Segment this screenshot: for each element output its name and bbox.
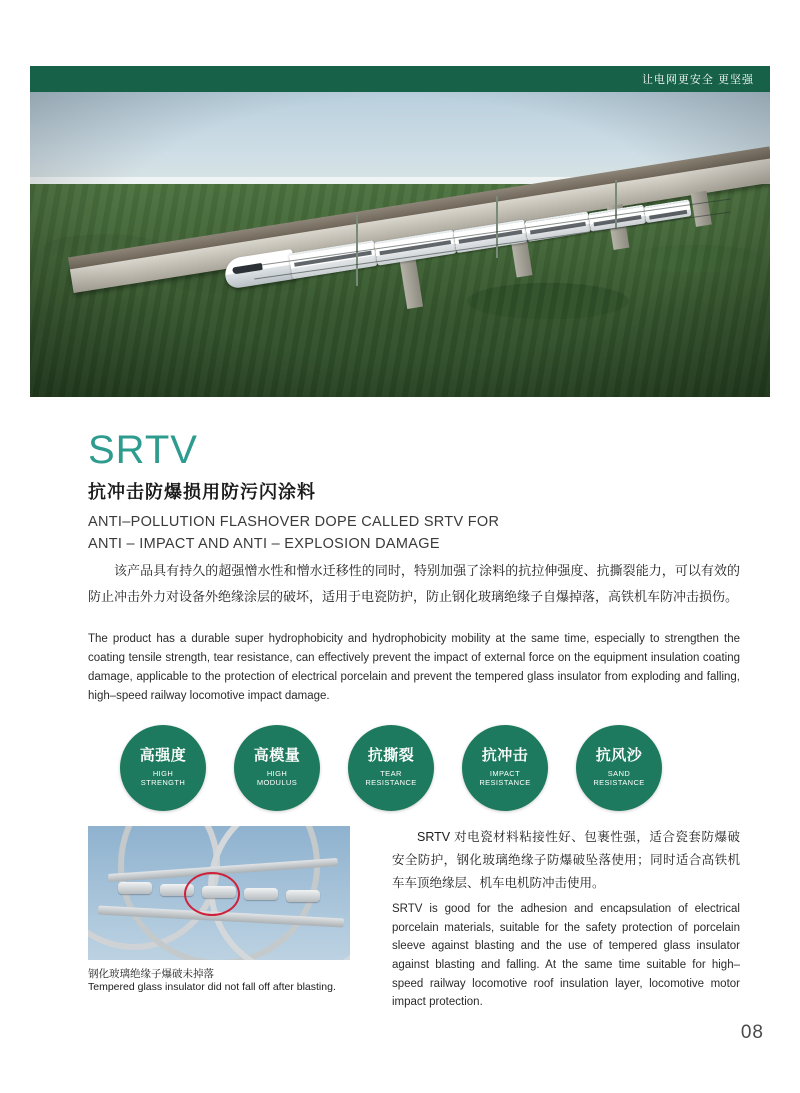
photo-caption-chinese: 钢化玻璃绝缘子爆破未掉落 [88,968,214,980]
feature-label-en-line2: STRENGTH [140,778,186,788]
insulator-disc [118,882,152,894]
feature-label-en-line2: RESISTANCE [593,778,645,788]
page-subtitle-english-line1: ANTI–POLLUTION FLASHOVER DOPE CALLED SRTV FOR [88,514,500,530]
feature-label-cn: 高强度 [139,747,187,765]
feature-badge-tear-resistance [348,725,434,811]
feature-label-en [365,769,416,788]
application-paragraph-english: SRTV is good for the adhesion and encapsulation of electrical porcelain materials, suitable for the safety protection of porcelain sleeve against blasting and the use of tempered glass insulator against blasting and falling. At the same time suitable for high–speed railway locomotive roof insulation layer, locomotive motor impact protection. [392,903,740,1009]
feature-label-en-line1: HIGH [266,768,288,778]
feature-label-en-line1: TEAR [380,768,402,778]
page-number: 08 [740,1022,764,1043]
insulator-disc [286,890,320,902]
feature-label-cn: 抗撕裂 [367,747,415,765]
feature-label-en [479,769,530,788]
insulator-disc [244,888,278,900]
feature-badge-high-strength [120,725,206,811]
feature-label-cn: 抗风沙 [595,747,643,765]
intro-paragraph-english: The product has a durable super hydrophobicity and hydrophobicity mobility at the same time, especially to strengthen the coating tensile strength, tear resistance, can effectively prevent the impact of external force on the equipment insulation coating damage, applicable to the protection of electrical porcelain and prevent the tempered glass insulator from exploding and falling, high–speed railway locomotive impact damage. [88,633,740,702]
feature-label-en-line1: IMPACT [489,768,521,778]
feature-label-en-line2: RESISTANCE [479,778,531,788]
intro-paragraph-chinese: 该产品具有持久的超强憎水性和憎水迁移性的同时，特别加强了涂料的抗拉伸强度、抗撕裂能力，可以有效的防止冲击外力对设备外绝缘涂层的破坏，适用于电瓷防护，防止钢化玻璃绝缘子自爆掉落，高铁机车防冲击损伤。 [88,563,740,604]
application-paragraph-chinese: SRTV 对电瓷材料粘接性好、包裹性强，适合瓷套防爆破安全防护，钢化玻璃绝缘子防爆破坠落使用；同时适合高铁机车车顶绝缘层、机车电机防冲击使用。 [392,830,740,891]
hero-train-photo [30,92,770,397]
feature-badge-list [120,725,740,811]
feature-label-en-line1: SAND [607,768,631,778]
page-title: SRTV [88,428,198,472]
feature-label-en-line1: HIGH [152,768,174,778]
feature-label-cn: 抗冲击 [481,747,529,765]
title-block [88,430,748,556]
feature-label-en-line2: RESISTANCE [365,778,417,788]
feature-label-cn: 高模量 [253,747,301,765]
page-subtitle-english-line2: ANTI – IMPACT AND ANTI – EXPLOSION DAMAGE [88,535,440,552]
header-slogan: 让电网更安全 更坚强 [641,74,754,86]
red-circle-annotation [184,872,240,916]
insulator-photo [88,826,350,960]
feature-label-en [593,769,644,788]
page-subtitle-chinese: 抗冲击防爆损用防污闪涂料 [88,482,316,502]
header-bar [30,66,770,92]
feature-label-en-line2: MODULUS [256,778,298,788]
feature-label-en [257,769,297,788]
photo-caption-english: Tempered glass insulator did not fall off after blasting. [88,981,336,993]
feature-label-en [141,769,185,788]
photo-vignette [30,92,770,397]
feature-badge-impact-resistance [462,725,548,811]
feature-badge-high-modulus [234,725,320,811]
feature-badge-sand-resistance [576,725,662,811]
